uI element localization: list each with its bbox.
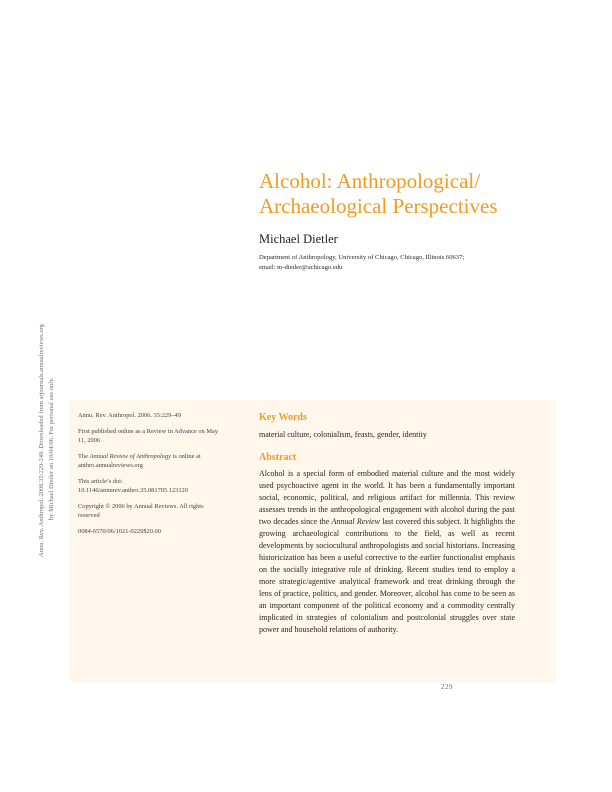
keywords-heading: Key Words xyxy=(259,412,307,423)
abstract-heading: Abstract xyxy=(259,452,297,463)
download-notice-line-2: by Michael Dietler on 10/04/06. For personal use only. xyxy=(48,377,55,520)
doi-label: This article’s doi: xyxy=(78,478,123,485)
article-metadata xyxy=(78,411,226,543)
download-notice xyxy=(34,237,62,557)
download-notice-line-1: Annu. Rev. Anthropol. 2006.35:229-249. Downloaded from arjournals.annualreviews.org xyxy=(38,324,45,557)
author-email[interactable]: email: m-dietler@uchicago.edu xyxy=(259,264,343,271)
citation: Annu. Rev. Anthropol. 2006. 35:229–49 xyxy=(78,412,181,419)
author-name: Michael Dietler xyxy=(259,232,338,246)
doi-link[interactable]: 10.1146/annurev.anthro.35.081705.123120 xyxy=(78,487,188,494)
abstract-journal-ref: Annual Review xyxy=(331,517,380,526)
author-affiliation xyxy=(259,253,549,273)
doi-block xyxy=(78,477,226,495)
first-published: First published online as a Review in Advance on May 11, 2006 xyxy=(78,428,219,444)
abstract-part-2: last covered this subject. It highlights the growing archaeological contributions to the field, as well as recent developments by sociocultural anthropologists and social historians. Increasing historicization has been a useful corrective to the earlier functionalist emphasis on the socially integrative role of drinking. Recent studies tend to employ a more strategic/agentive analytical framework and treat drinking through the lens of practice, politics, and gender. Moreover, alcohol has come to be seen as an important component of the political economy and a commodity centrally implicated in strategies of colonialism and postcolonial struggles over state power and household relations of authority. xyxy=(259,517,515,634)
copyright: Copyright © 2006 by Annual Reviews. All rights reserved xyxy=(78,503,204,519)
article-title: Alcohol: Anthropological/ Archaeological Perspectives xyxy=(259,169,498,218)
online-suffix: is online at anthro.annualreviews.org xyxy=(78,453,201,469)
page-number: 229 xyxy=(441,683,453,691)
online-info xyxy=(78,452,226,470)
abstract-part-1: Alcohol is a special form of embodied material culture and the most widely used psychoactive agent in the world. It has been a fundamentally important social, economic, political, and religious artifact for millennia. This review assesses trends in the anthropological engagement with alcohol during the past two decades since the xyxy=(259,469,515,526)
journal-name: Annual Review of Anthropology xyxy=(89,453,172,460)
online-prefix: The xyxy=(78,453,90,460)
keywords-abstract-column xyxy=(259,411,515,636)
keywords-list: material culture, colonialism, feasts, gender, identity xyxy=(259,430,427,439)
issn: 0084-6570/06/1021-0229$20.00 xyxy=(78,528,161,535)
abstract-text xyxy=(259,468,515,636)
affiliation-text: Department of Anthropology, University of Chicago, Chicago, Illinois 60637; xyxy=(259,254,465,261)
